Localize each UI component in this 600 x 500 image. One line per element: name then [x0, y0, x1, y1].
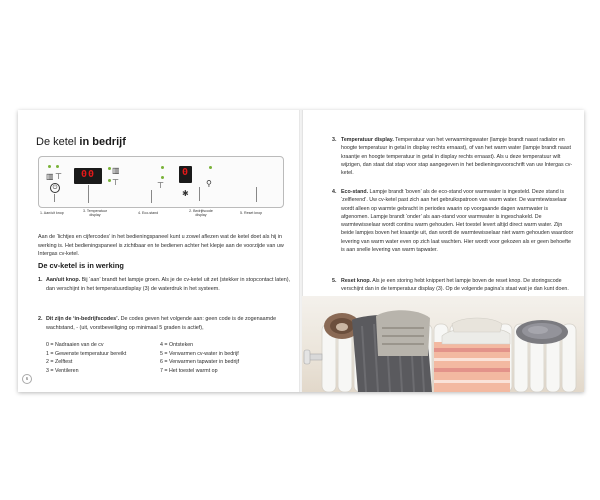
panel-label-power: 1. Aan/uit knop [40, 211, 64, 215]
brochure-spread [18, 110, 584, 392]
led-indicator [48, 165, 51, 168]
item-number: 3. [332, 137, 337, 143]
leader-line [256, 187, 257, 202]
page-title [36, 136, 126, 148]
code-item: 1 = Gewenste temperatuur bereikt [46, 350, 127, 357]
item-text: Als je een storing hebt knippert het lampje boven de reset knop. De storingscode verschijnt dan in de temperatuur display (3). Op de volgende pagina’s staat wat je dan kunt doen. [341, 278, 569, 293]
led-indicator [108, 179, 111, 182]
item-number: 2. [38, 316, 43, 322]
control-panel-diagram [38, 156, 284, 208]
item-text: Bij ‘aan’ brandt het lampje groen. Als je de cv-ketel uit zet (stekker in stopcontact laten), dan verschijnt in het temperatuurdisplay (3) de waterdruk in het systeem. [46, 277, 290, 292]
leader-line [54, 194, 55, 202]
panel-label-reset: 5. Reset knop [240, 211, 263, 215]
item-number: 4. [332, 189, 337, 195]
power-icon: ⏻ [50, 183, 60, 193]
led-indicator [56, 165, 59, 168]
panel-label-eco: 4. Eco-stand [138, 211, 159, 215]
code-item: 4 = Ontsteken [160, 342, 194, 348]
radiator-with-knits-illustration [302, 296, 584, 392]
reset-icon: ⚲ [206, 179, 212, 188]
led-indicator [161, 176, 164, 179]
leader-line [151, 190, 152, 203]
item-text: Lampje brandt ‘boven’ als de eco-stand voor warmwater is ingesteld. Deze stand is ‘zelflerend’. Uw cv-ketel past zich aan het gebruikspatroon van warm water. De warmtewisselaar wordt alleen op warmte gebracht in periodes waarin op voorgaande dagen warmwater is afgenomen. Lampje brandt ‘onder’ als aan-stand voor warmwater is ingeschakeld. De warmtewisselaar wordt continu warm gehouden. Het toestel levert altijd direct warm water. Zijn beide lampjes boven het kraantje uit, dan wordt de warmtewisselaar niet warm gehouden waardoor levering van warm water even op zich laat wachten. Hier wordt voor gekozen als er geen behoefte is aan snelle levering van warm tapwater. [341, 189, 574, 254]
radiator-icon: ▥ [112, 166, 120, 175]
intro-paragraph: Aan de ‘lichtjes en cijfercodes’ in het bedieningspaneel kunt u zowel aflezen wat de ketel doet als hij in werking is. Het bedieningspaneel is zichtbaar en te bedienen achter het klepje aan de voorzijde van uw Intergas cv-ketel. [38, 234, 284, 257]
tap-icon: ⊤ [55, 172, 62, 181]
led-indicator [161, 166, 164, 169]
led-indicator [108, 167, 111, 170]
code-item: 7 = Het toestel warmt op [160, 367, 218, 374]
list-item-1 [38, 276, 290, 293]
eco-tap-icon: ⊤ [157, 181, 164, 190]
item-label: Eco-stand. [341, 189, 369, 195]
item-label: Dit zijn de ‘in-bedrijfscodes’. [46, 316, 120, 322]
panel-label-code: 2. Bedrijfscode display [189, 209, 213, 218]
item-label: Reset knop. [341, 278, 372, 284]
item-label: Aan/uit knop. [46, 277, 81, 283]
list-item-4 [332, 188, 576, 254]
title-plain: De ketel [36, 136, 80, 148]
left-page [18, 110, 300, 392]
led-indicator [209, 166, 212, 169]
item-label: Temperatuur display. [341, 137, 394, 143]
list-item-5 [332, 277, 576, 294]
temperature-display: 00 [74, 168, 102, 184]
leader-line [88, 185, 89, 203]
section-heading: De cv-ketel is in werking [38, 261, 124, 270]
code-item: 0 = Nadraaien van de cv [46, 342, 104, 348]
item-text: Temperatuur van het verwarmingswater (lampje brandt naast radiator en hoogte temperatuur in getal in display rechts ernaast), of van het warm water (lampje brandt naast kraantje en hoogte temperatuur in getal in display rechts ernaast). Als u deze temperatuur wilt wijzigen, dan staat dat stap voor stap aangegeven in het bedieningsvoorschrift van uw Intergas cv-ketel. [341, 137, 573, 177]
code-item: 5 = Verwarmen cv-water in bedrijf [160, 350, 239, 357]
page-number: 6 [22, 374, 32, 384]
list-item-3 [332, 136, 576, 177]
item-number: 1. [38, 277, 43, 283]
code-item: 6 = Verwarmen tapwater in bedrijf [160, 359, 240, 365]
panel-label-temperature: 3. Temperatuur display [82, 209, 108, 218]
wrench-icon: ✱ [182, 189, 189, 198]
code-item: 3 = Ventileren [46, 367, 79, 374]
title-bold: in bedrijf [79, 136, 126, 148]
item-text: De codes geven het volgende aan: geen code is de zogenaamde wachtstand, - (uit, vorstbeveiliging op minimaal 5 graden is actief), [46, 316, 277, 331]
operating-code-display: 0 [179, 166, 192, 183]
code-item: 2 = Zelftest [46, 359, 73, 365]
item-number: 5. [332, 278, 337, 284]
list-item-2 [38, 315, 290, 332]
radiator-photo [302, 296, 584, 392]
tap-icon: ⊤ [112, 178, 119, 187]
leader-line [199, 187, 200, 201]
radiator-icon: ▥ [46, 172, 54, 181]
right-page [302, 110, 584, 392]
